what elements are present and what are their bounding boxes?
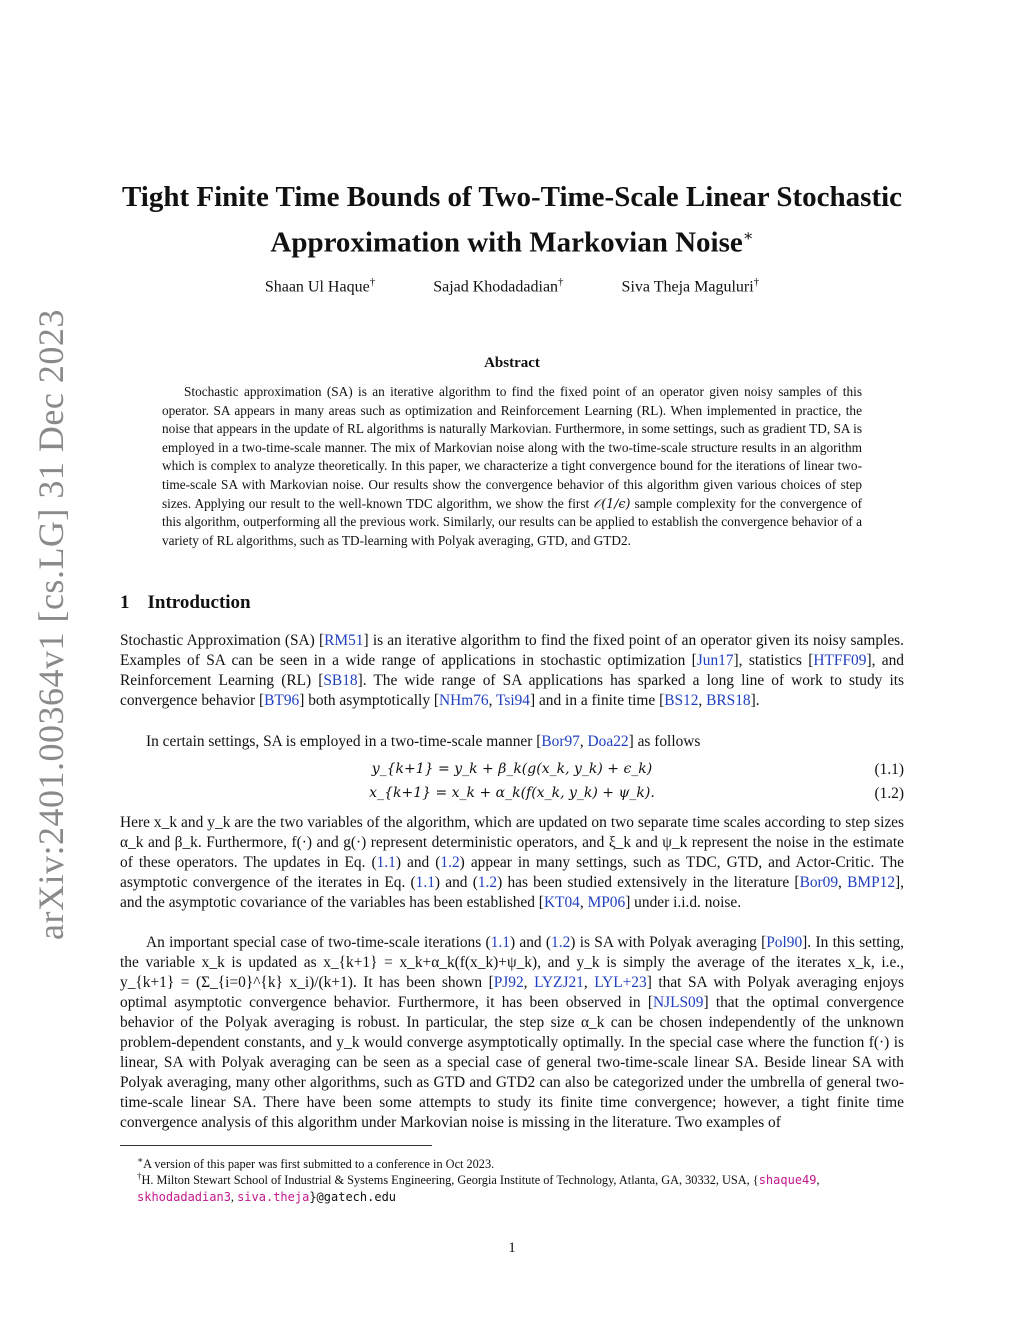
footnote-text: H. Milton Stewart School of Industrial & Systems Engineering, Georgia Institute of Technology, Atlanta, GA, 30332, USA, { <box>141 1173 759 1188</box>
citation-link[interactable]: PJ92 <box>493 974 524 991</box>
text: ] and in a finite time [ <box>530 692 665 709</box>
equation-expression: y_{k+1} = y_k + β_k(g(x_k, y_k) + ϵ_k) <box>371 761 653 777</box>
title-line-1: Tight Finite Time Bounds of Two-Time-Scale Linear Stochastic <box>121 181 903 213</box>
abstract-body <box>162 383 862 550</box>
author-3-name: Siva Theja Maguluri <box>621 278 754 296</box>
author-1 <box>265 276 375 296</box>
citation-link[interactable]: LYL+23 <box>594 974 647 991</box>
intro-paragraph-3: Here x_k and y_k are the two variables of the algorithm, which are updated on two separate time scales according to step sizes α_k and β_k. Furthermore, f(·) and g(·) represent deterministic operators, and ξ_k and ψ_k represent the noise in the estimate of these operators. The updates in Eq. (1.1) and (1.2) appear in many settings, such as TDC, GTD, and Actor-Critic. The asymptotic convergence of the iterates in Eq. (1.1) and (1.2) has been studied extensively in the literature [Bor09, BMP12], and the asymptotic covariance of the variables has been established [KT04, MP06] under i.i.d. noise. <box>120 814 905 911</box>
abstract-complexity-math: 𝒪(1/ϵ) <box>593 495 631 511</box>
footnote-2: †H. Milton Stewart School of Industrial & Systems Engineering, Georgia Institute of Technology, Atlanta, GA, 30332, USA, {shaque49, skhodadadian3, siva.theja}@gatech.edu <box>137 1171 820 1205</box>
email-link[interactable]: shaque49 <box>758 1173 817 1188</box>
equation-ref-link[interactable]: 1.2 <box>551 934 571 951</box>
citation-link[interactable]: Bor09 <box>799 874 839 891</box>
citation-link[interactable]: HTFF09 <box>813 652 867 669</box>
abstract-heading: Abstract <box>484 355 540 371</box>
text: ]. The wide range of SA applications has sparked a long line of work to study its convergence behavior [ <box>120 672 904 709</box>
citation-link[interactable]: Tsi94 <box>496 692 530 709</box>
text: ], and Reinforcement Learning (RL) [ <box>120 652 905 689</box>
intro-paragraph-2: In certain settings, SA is employed in a two-time-scale manner [Bor97, Doa22] as follows <box>146 733 701 750</box>
equation-ref-link[interactable]: 1.2 <box>477 874 498 891</box>
footnote-text: A version of this paper was first submitted to a conference in Oct 2023. <box>143 1157 495 1172</box>
citation-link[interactable]: Bor97 <box>541 733 580 750</box>
citation-link[interactable]: SB18 <box>323 672 358 689</box>
text: ) has been studied extensively in the literature [ <box>497 874 800 891</box>
title-line-2-text: Approximation with Markovian Noise <box>270 226 743 259</box>
section-number: 1 <box>120 592 130 613</box>
text: ) and ( <box>434 874 478 891</box>
text: Stochastic Approximation (SA) [ <box>120 632 325 649</box>
text: ) appear in many settings, such as TDC, GTD, and Actor-Critic. The asymptotic convergence of the iterates in Eq. ( <box>120 854 905 891</box>
abstract-text-2: sample complexity for the convergence of this algorithm, outperforming all the previous work. Similarly, our results can be applied to establish the convergence behavior of a variety of RL algorithms, such as TD-learning with Polyak averaging, GTD, and GTD2. <box>162 495 863 548</box>
author-2-mark: † <box>558 276 564 288</box>
equation-ref-link[interactable]: 1.2 <box>440 854 460 871</box>
author-list <box>120 276 904 296</box>
text: ] under i.i.d. noise. <box>625 894 742 911</box>
footnote-divider <box>120 1145 432 1146</box>
author-3 <box>622 276 760 296</box>
text: ] as follows <box>628 733 701 750</box>
text: ) and ( <box>509 934 552 951</box>
abstract-text-1: Stochastic approximation (SA) is an iterative algorithm to find the fixed point of an operator given noisy samples of this operator. SA appears in many areas such as optimization and Reinforcement Learning (RL). When implemented in practice, the noise that appears in the update of RL algorithms is naturally Markovian. Furthermore, in some settings, such as gradient TD, SA is employed in a two-time-scale manner. The mix of Markovian noise along with the two-time-scale structure results in an algorithm which is complex to analyze theoretically. In this paper, we characterize a tight convergence bound for the iterations of linear two-time-scale SA with Markovian noise. Our results show the convergence behavior of this algorithm given various choices of step sizes. Applying our result to the well-known TDC algorithm, we show the first <box>162 384 862 511</box>
text: ) and ( <box>395 854 441 871</box>
title-line-2 <box>100 217 924 263</box>
email-domain: }@gatech.edu <box>309 1190 397 1205</box>
footnote-mark: † <box>137 1171 142 1181</box>
text: ] is an iterative algorithm to find the fixed point of an operator given its noisy samples. Examples of SA can be seen in a wide range of applications in stochastic optimization [ <box>120 632 904 669</box>
email-link[interactable]: skhodadadian3 <box>137 1190 231 1205</box>
arxiv-identifier: arXiv:2401.00364v1 [cs.LG] 31 Dec 2023 <box>31 309 71 940</box>
author-1-mark: † <box>369 276 376 288</box>
citation-link[interactable]: Pol90 <box>766 934 803 951</box>
citation-link[interactable]: KT04 <box>543 894 580 911</box>
paper-title <box>100 178 924 263</box>
text: ] that the optimal convergence behavior of the Polyak averaging is robust. In particular, the step size α_k can be chosen independently of the unknown problem-dependent constants, and y_k would converge asymptotically optimally. In the special case where the function f(·) is linear, SA with Polyak averaging can be seen as a special case of general two-time-scale linear SA. Beside linear SA with Polyak averaging, many other algorithms, such as GTD and GTD2 can also be categorized under the umbrella of general two-time-scale linear SA. There have been some attempts to study its finite time convergence; however, a tight finite time convergence analysis of this algorithm under Markovian noise is missing in the literature. Two examples of <box>120 994 904 1131</box>
text: An important special case of two-time-scale iterations ( <box>146 934 491 951</box>
title-footnote-mark: ∗ <box>742 228 754 245</box>
author-2 <box>433 276 563 296</box>
citation-link[interactable]: Jun17 <box>696 652 734 669</box>
citation-link[interactable]: Doa22 <box>587 733 629 750</box>
text: ]. In this setting, the variable x_k is updated as x_{k+1} = x_k+α_k(f(x_k)+ψ_k), and y_k is simply the average of the iterates x_k, i.e., y_{k+1} = (Σ_{i=0}^{k} x_i)/(k+1). It has been shown [ <box>120 934 905 991</box>
text: ] both asymptotically [ <box>299 692 439 709</box>
text: Here x_k and y_k are the two variables of the algorithm, which are updated on two separate time scales according to step sizes α_k and β_k. Furthermore, f(·) and g(·) represent deterministic operators, and ξ_k and ψ_k represent the noise in the estimate of these operators. The updates in Eq. ( <box>120 814 904 871</box>
section-heading <box>120 592 269 614</box>
author-3-mark: † <box>753 276 760 288</box>
equation-expression: x_{k+1} = x_k + α_k(f(x_k, y_k) + ψ_k). <box>369 785 655 801</box>
page-number: 1 <box>508 1240 516 1256</box>
citation-link[interactable]: BMP12 <box>847 874 896 891</box>
citation-link[interactable]: RM51 <box>324 632 364 649</box>
footnote-mark: ∗ <box>137 1155 144 1165</box>
section-title: Introduction <box>147 592 251 613</box>
citation-link[interactable]: BT96 <box>264 692 300 709</box>
text: In certain settings, SA is employed in a two-time-scale manner [ <box>146 733 542 750</box>
citation-link[interactable]: LYZJ21 <box>534 974 584 991</box>
citation-link[interactable]: NHm76 <box>439 692 489 709</box>
email-link[interactable]: siva.theja <box>237 1190 310 1205</box>
equation-number: (1.1) <box>874 761 904 778</box>
intro-paragraph-1: Stochastic Approximation (SA) [RM51] is an iterative algorithm to find the fixed point of an operator given its noisy samples. Examples of SA can be seen in a wide range of applications in stochastic optimization [Jun17], statistics [HTFF09], and Reinforcement Learning (RL) [SB18]. The wide range of SA applications has sparked a long line of work to study its convergence behavior [BT96] both asymptotically [NHm76, Tsi94] and in a finite time [BS12, BRS18]. <box>120 632 905 709</box>
equation-ref-link[interactable]: 1.1 <box>490 934 510 951</box>
equation-ref-link[interactable]: 1.1 <box>376 854 396 871</box>
author-2-name: Sajad Khodadadian <box>433 278 559 296</box>
equation-number: (1.2) <box>874 785 904 802</box>
text: ) is SA with Polyak averaging [ <box>570 934 767 951</box>
text: ], and the asymptotic covariance of the variables has been established [ <box>120 874 905 911</box>
equation-ref-link[interactable]: 1.1 <box>415 874 435 891</box>
author-1-name: Shaan Ul Haque <box>264 278 370 296</box>
citation-link[interactable]: BRS18 <box>706 692 751 709</box>
text: ] that SA with Polyak averaging enjoys optimal asymptotic convergence behavior. Furthermore, it has been observed in [ <box>120 974 904 1011</box>
citation-link[interactable]: NJLS09 <box>652 994 704 1011</box>
text: ], statistics [ <box>733 652 814 669</box>
text: ]. <box>750 692 760 709</box>
citation-link[interactable]: BS12 <box>664 692 699 709</box>
intro-paragraph-4: An important special case of two-time-scale iterations (1.1) and (1.2) is SA with Polyak averaging [Pol90]. In this setting, the variable x_k is updated as x_{k+1} = x_k+α_k(f(x_k)+ψ_k), and y_k is simply the average of the iterates x_k, i.e., y_{k+1} = (Σ_{i=0}^{k} x_i)/(k+1). It has been shown [PJ92, LYZJ21, LYL+23] that SA with Polyak averaging enjoys optimal asymptotic convergence behavior. Furthermore, it has been observed in [NJLS09] that the optimal convergence behavior of the Polyak averaging is robust. In particular, the step size α_k can be chosen independently of the unknown problem-dependent constants, and y_k would converge asymptotically optimally. In the special case where the function f(·) is linear, SA with Polyak averaging can be seen as a special case of general two-time-scale linear SA. Beside linear SA with Polyak averaging, many other algorithms, such as GTD and GTD2 can also be categorized under the umbrella of general two-time-scale linear SA. There have been some attempts to study its finite time convergence; however, a tight finite time convergence analysis of this algorithm under Markovian noise is missing in the literature. Two examples of <box>120 934 905 1131</box>
citation-link[interactable]: MP06 <box>587 894 626 911</box>
